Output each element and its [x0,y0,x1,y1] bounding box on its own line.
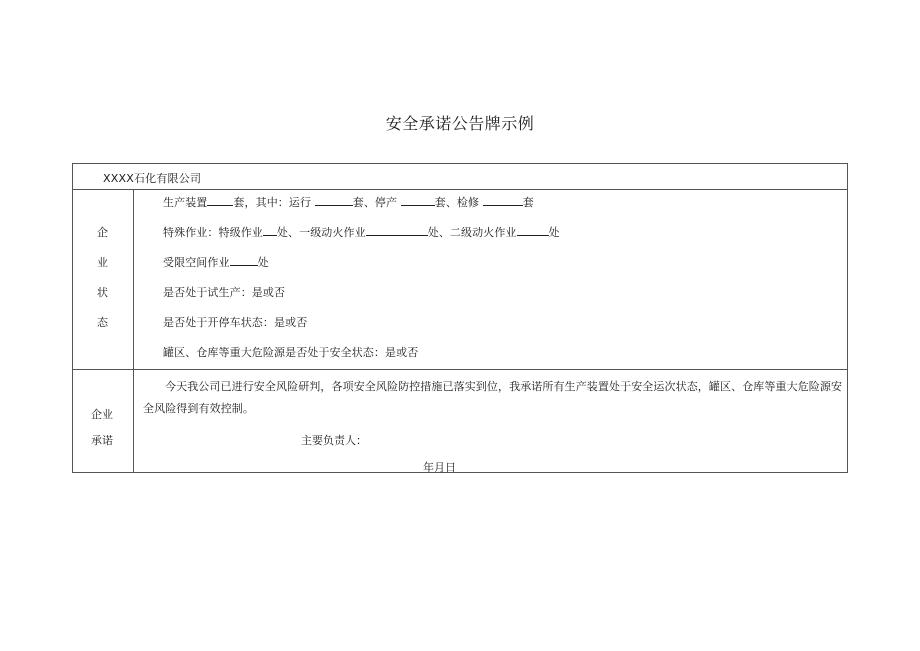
page-title: 安全承诺公告牌示例 [385,114,535,133]
tank-area-line: 罐区、仓库等重大危险源是否处于安全状态：是或否 [163,346,419,359]
column-divider [133,190,134,472]
commitment-label: 承诺 [91,434,113,447]
commitment-label: 企业 [91,408,113,421]
blank-field [230,255,258,266]
production-part: 生产装置 [163,196,208,209]
status-label-char: 态 [97,316,108,329]
date-line: 年月日 [423,461,456,474]
blank-field [315,195,353,206]
section-divider [73,369,847,370]
blank-field [483,195,523,206]
production-part: 套、检修 [434,196,480,209]
confined-part: 受限空间作业 [163,256,230,269]
company-row [73,164,847,190]
production-part: 套 [522,196,534,209]
production-line [163,194,534,210]
confined-space-line [163,254,269,270]
status-label-char: 状 [97,286,108,299]
start-stop-line: 是否处于开停车状态：是或否 [163,316,308,329]
special-work-line [163,224,560,240]
blank-field [517,225,549,236]
special-part: 处、一级动火作业 [276,226,366,239]
trial-production-line: 是否处于试生产：是或否 [163,286,286,299]
announcement-board [72,163,848,473]
blank-field [207,195,233,206]
production-part: 套、停产 [352,196,398,209]
blank-field [263,225,277,236]
company-name: XXXX石化有限公司 [103,172,202,185]
special-part: 特殊作业：特级作业 [163,226,263,239]
blank-field [401,195,435,206]
special-part: 处 [548,226,560,239]
status-label-char: 企 [97,226,108,239]
status-label-char: 业 [97,256,108,269]
confined-part: 处 [257,256,269,269]
responsible-person: 主要负责人： [301,434,367,447]
commitment-text: 今天我公司已进行安全风险研判，各项安全风险防控措施已落实到位，我承诺所有生产装置处于安全运次状态，罐区、仓库等重大危险源安全风险得到有效控制。 [143,380,843,415]
production-part: 套，其中：运行 [233,196,312,209]
special-part: 处、二级动火作业 [427,226,517,239]
blank-field [366,225,428,236]
